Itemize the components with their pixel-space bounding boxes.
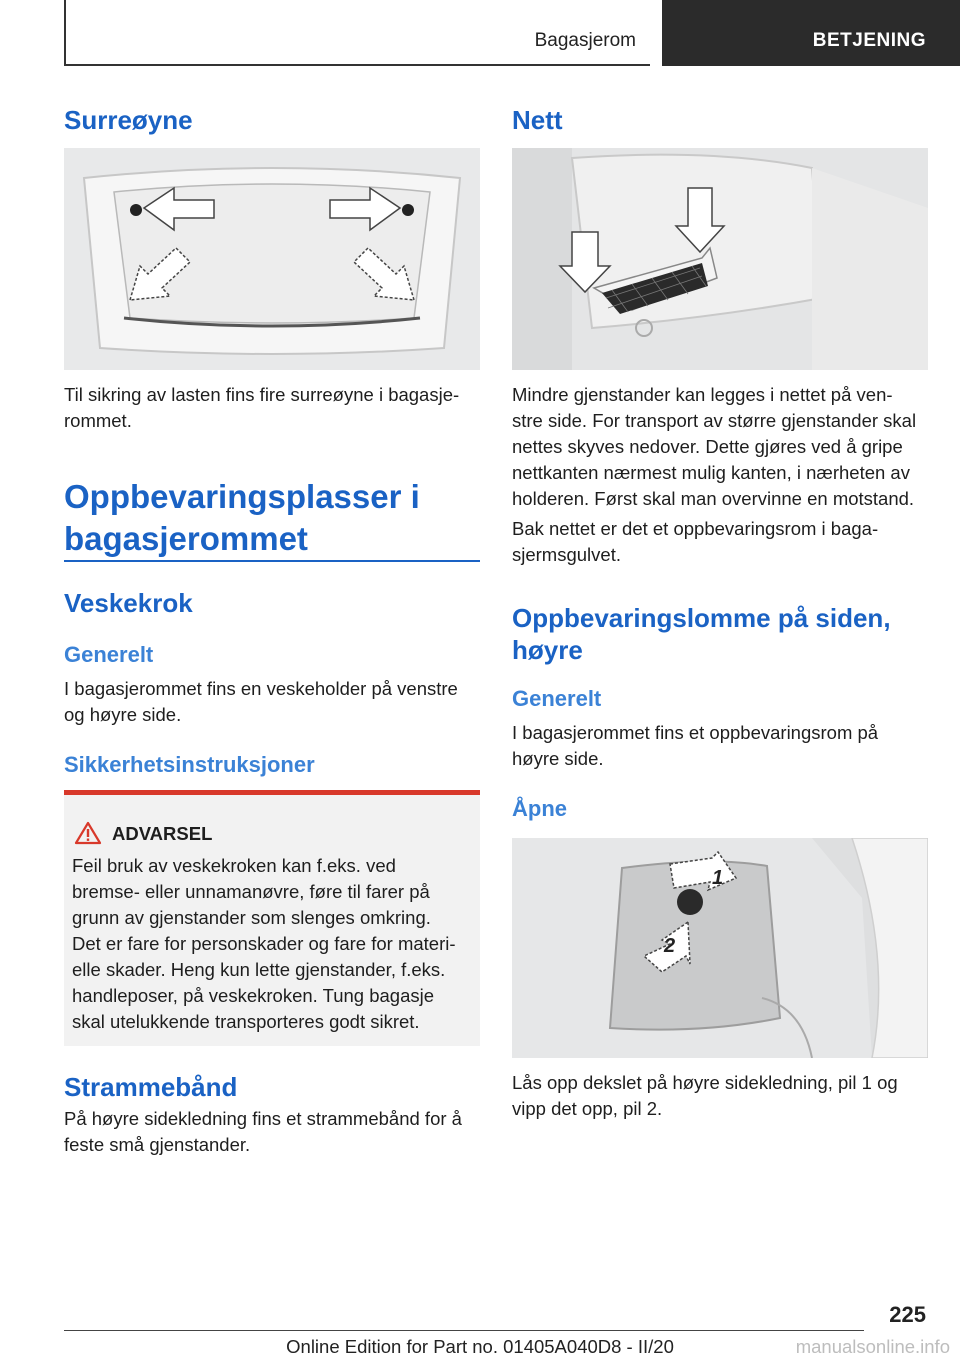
section-title: Bagasjerom (534, 30, 636, 51)
text-line: og høyre side. (64, 704, 182, 725)
text-line: I bagasjerommet fins et oppbevaringsrom på (512, 722, 879, 743)
warning-text (72, 853, 476, 1035)
text-line: nettes skyves nedover. Dette gjøres ved å gripe (512, 436, 903, 457)
text-line: holderen. Først skal man overvinne en motstand. (512, 488, 915, 509)
heading-strammebaand: Strammebånd (64, 1072, 238, 1102)
heading-line: bagasjerommet (64, 520, 308, 557)
text-line: sjermsgulvet. (512, 544, 621, 565)
text-line: Feil bruk av veskekroken kan f.eks. ved (72, 855, 396, 876)
watermark: manualsonline.info (795, 1336, 950, 1357)
paragraph-strap (64, 1106, 480, 1158)
paragraph-open (512, 1070, 932, 1122)
heading-storage (64, 476, 480, 560)
heading-line: Oppbevaringslomme på siden, (512, 603, 891, 633)
heading-veskekrok: Veskekrok (64, 588, 193, 618)
page-header (0, 0, 960, 66)
text-line: I bagasjerommet fins en veskeholder på venstre (64, 678, 458, 699)
text-line: På høyre sidekledning fins et strammebånd for å (64, 1108, 462, 1129)
text-line: grunn av gjenstander som slenges omkring. (72, 907, 431, 928)
heading-line: høyre (512, 635, 583, 665)
warning-triangle-icon (74, 821, 102, 845)
heading-surreoyne: Surreøyne (64, 105, 193, 135)
side-pocket-open-image (512, 838, 928, 1058)
text-line: handleposer, på veskekroken. Tung bagasje (72, 985, 435, 1006)
header-frame (64, 0, 650, 66)
paragraph-bag-hook (64, 676, 480, 728)
arrow-2-label: 2 (664, 935, 676, 957)
text-line: høyre side. (512, 748, 604, 769)
heading-generelt: Generelt (64, 642, 154, 667)
text-line: vipp det opp, pil 2. (512, 1098, 663, 1119)
paragraph-side-pocket (512, 720, 928, 772)
footer-rule (64, 1330, 864, 1331)
text-line: elle skader. Heng kun lette gjenstander, f.eks. (72, 959, 446, 980)
text-line: bremse- eller unnamanøvre, føre til farer på (72, 881, 430, 902)
text-line: nettkanten nærmest mulig kanten, i nærheten av (512, 462, 910, 483)
heading-line: Oppbevaringsplasser i (64, 478, 420, 515)
warning-box (64, 790, 480, 1046)
page-number: 225 (889, 1302, 926, 1327)
chapter-tab (662, 0, 960, 66)
text-line: Lås opp dekslet på høyre sidekledning, pil 1 og (512, 1072, 898, 1093)
trunk-net-image (512, 148, 928, 370)
edition-footer: Online Edition for Part no. 01405A040D8 - II/20 (286, 1336, 674, 1357)
paragraph-net (512, 382, 932, 512)
heading-side-pocket (512, 602, 928, 666)
arrow-1-label: 1 (712, 867, 724, 889)
heading-generelt-right: Generelt (512, 686, 602, 711)
heading-apne: Åpne (512, 796, 567, 821)
text-line: skal utelukkende transporteres godt sikret. (72, 1011, 420, 1032)
text-line: Mindre gjenstander kan legges i nettet på ven‐ (512, 384, 893, 405)
chapter-title: BETJENING (812, 30, 926, 51)
heading-nett: Nett (512, 105, 563, 135)
text-line: Bak nettet er det et oppbevaringsrom i baga‐ (512, 518, 879, 539)
text-line: Til sikring av lasten fins fire surreøyne i bagasje‐ (64, 384, 460, 405)
text-line: stre side. For transport av større gjenstander skal (512, 410, 917, 431)
text-line: rommet. (64, 410, 132, 431)
paragraph-lashing (64, 382, 480, 434)
text-line: Det er fare for personskader og fare for materi‐ (72, 933, 456, 954)
paragraph-behind-net (512, 516, 928, 568)
heading-safety: Sikkerhetsinstruksjoner (64, 752, 315, 777)
heading-underline (64, 560, 480, 562)
trunk-lashing-eyes-image (64, 148, 480, 370)
warning-title: ADVARSEL (112, 823, 213, 844)
text-line: feste små gjenstander. (64, 1134, 251, 1155)
